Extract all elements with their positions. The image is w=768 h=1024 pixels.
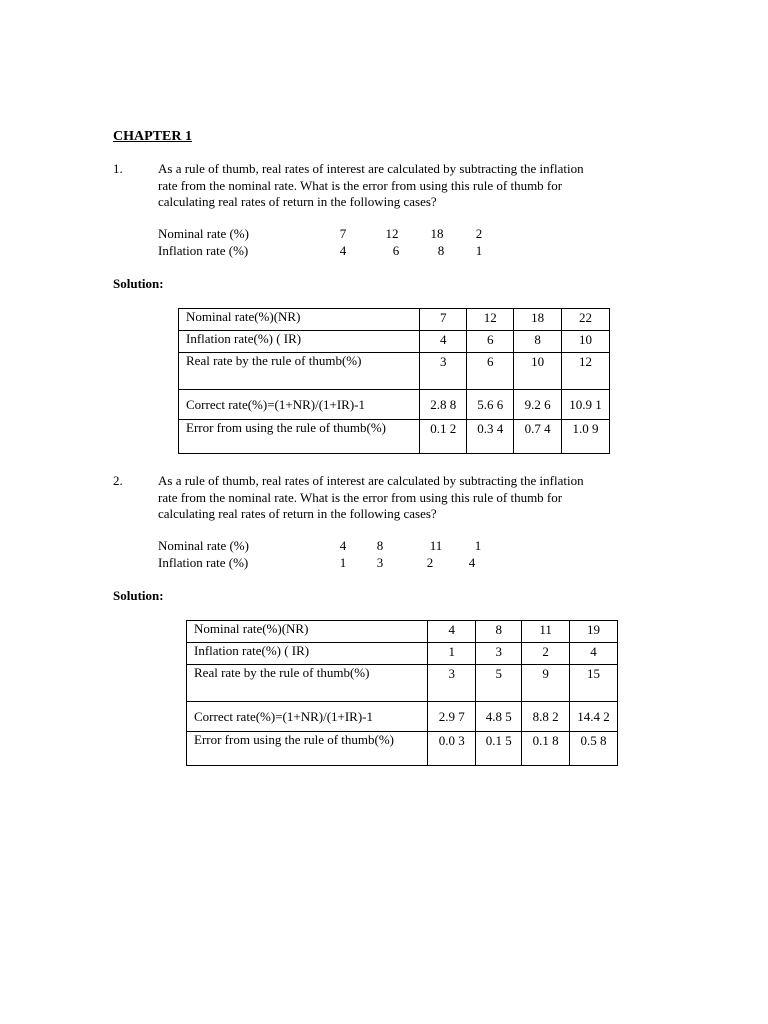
row-label: Inflation rate(%) ( IR): [187, 643, 428, 665]
table-cell: 3: [428, 665, 476, 702]
table-cell: 18: [514, 309, 562, 331]
nominal-value: 4: [339, 538, 347, 553]
row-label: Inflation rate(%) ( IR): [179, 331, 420, 353]
inflation-value: 1: [475, 243, 483, 258]
nominal-value: 18: [430, 226, 444, 241]
problem-line: calculating real rates of return in the following cases?: [158, 194, 437, 209]
table-row: [179, 331, 610, 353]
table-cell: 12: [467, 309, 514, 331]
table-cell: 8: [514, 331, 562, 353]
table-row: [179, 353, 610, 390]
table-cell: 6: [467, 353, 514, 390]
table-cell: 4: [428, 621, 476, 643]
row-label: Correct rate(%)=(1+NR)/(1+IR)-1: [187, 702, 428, 732]
table-row: [187, 702, 618, 732]
table-cell: 0.5 8: [570, 732, 618, 766]
table-cell: 0.1 2: [420, 420, 467, 454]
table-cell: 12: [562, 353, 610, 390]
table-cell: 0.0 3: [428, 732, 476, 766]
table-row: [187, 732, 618, 766]
table-cell: 4: [420, 331, 467, 353]
table-cell: 11: [522, 621, 570, 643]
table-cell: 8.8 2: [522, 702, 570, 732]
table-cell: 0.3 4: [467, 420, 514, 454]
solution-label: Solution:: [113, 588, 164, 603]
table-cell: 7: [420, 309, 467, 331]
table-cell: 4: [570, 643, 618, 665]
row-label: Nominal rate(%)(NR): [187, 621, 428, 643]
table-row: [187, 621, 618, 643]
table-cell: 1: [428, 643, 476, 665]
table-cell: 0.1 8: [522, 732, 570, 766]
table-row: [187, 665, 618, 702]
table-cell: 2.9 7: [428, 702, 476, 732]
table-cell: 0.7 4: [514, 420, 562, 454]
table-cell: 9.2 6: [514, 390, 562, 420]
table-cell: 5: [476, 665, 522, 702]
problem-line: rate from the nominal rate. What is the error from using this rule of thumb for: [158, 490, 563, 505]
table-cell: 1.0 9: [562, 420, 610, 454]
inflation-value: 3: [376, 555, 384, 570]
solution-table: [178, 308, 610, 454]
row-label: Nominal rate(%)(NR): [179, 309, 420, 331]
table-cell: 15: [570, 665, 618, 702]
table-row: [179, 420, 610, 454]
nominal-value: 2: [475, 226, 483, 241]
table-cell: 4.8 5: [476, 702, 522, 732]
problem-number: 2.: [113, 473, 123, 488]
table-cell: 10: [514, 353, 562, 390]
nominal-value: 7: [339, 226, 347, 241]
table-cell: 10: [562, 331, 610, 353]
inflation-value: 4: [339, 243, 347, 258]
problem-line: As a rule of thumb, real rates of interest are calculated by subtracting the inflation: [158, 161, 584, 176]
table-cell: 6: [467, 331, 514, 353]
row-label: Real rate by the rule of thumb(%): [179, 353, 420, 390]
inflation-rate-label: Inflation rate (%): [158, 555, 249, 570]
table-cell: 0.1 5: [476, 732, 522, 766]
table-row: [187, 643, 618, 665]
table-cell: 14.4 2: [570, 702, 618, 732]
table-row: [179, 390, 610, 420]
table-cell: 2.8 8: [420, 390, 467, 420]
nominal-value: 12: [385, 226, 399, 241]
problem-number: 1.: [113, 161, 123, 176]
table-cell: 22: [562, 309, 610, 331]
inflation-value: 1: [339, 555, 347, 570]
table-cell: 3: [476, 643, 522, 665]
row-label: Error from using the rule of thumb(%): [187, 732, 428, 766]
table-row: [179, 309, 610, 331]
inflation-value: 2: [426, 555, 434, 570]
problem-line: rate from the nominal rate. What is the error from using this rule of thumb for: [158, 178, 563, 193]
inflation-rate-label: Inflation rate (%): [158, 243, 249, 258]
nominal-value: 8: [376, 538, 384, 553]
table-cell: 5.6 6: [467, 390, 514, 420]
solution-table: [186, 620, 618, 766]
solution-label: Solution:: [113, 276, 164, 291]
chapter-title: CHAPTER 1: [113, 129, 192, 144]
inflation-value: 6: [392, 243, 400, 258]
row-label: Correct rate(%)=(1+NR)/(1+IR)-1: [179, 390, 420, 420]
row-label: Real rate by the rule of thumb(%): [187, 665, 428, 702]
table-cell: 3: [420, 353, 467, 390]
nominal-rate-label: Nominal rate (%): [158, 226, 249, 241]
problem-line: As a rule of thumb, real rates of interest are calculated by subtracting the inflation: [158, 473, 584, 488]
row-label: Error from using the rule of thumb(%): [179, 420, 420, 454]
table-cell: 2: [522, 643, 570, 665]
problem-line: calculating real rates of return in the following cases?: [158, 506, 437, 521]
nominal-value: 11: [429, 538, 443, 553]
table-cell: 9: [522, 665, 570, 702]
nominal-rate-label: Nominal rate (%): [158, 538, 249, 553]
table-cell: 10.9 1: [562, 390, 610, 420]
inflation-value: 8: [437, 243, 445, 258]
table-cell: 8: [476, 621, 522, 643]
inflation-value: 4: [468, 555, 476, 570]
table-cell: 19: [570, 621, 618, 643]
nominal-value: 1: [474, 538, 482, 553]
